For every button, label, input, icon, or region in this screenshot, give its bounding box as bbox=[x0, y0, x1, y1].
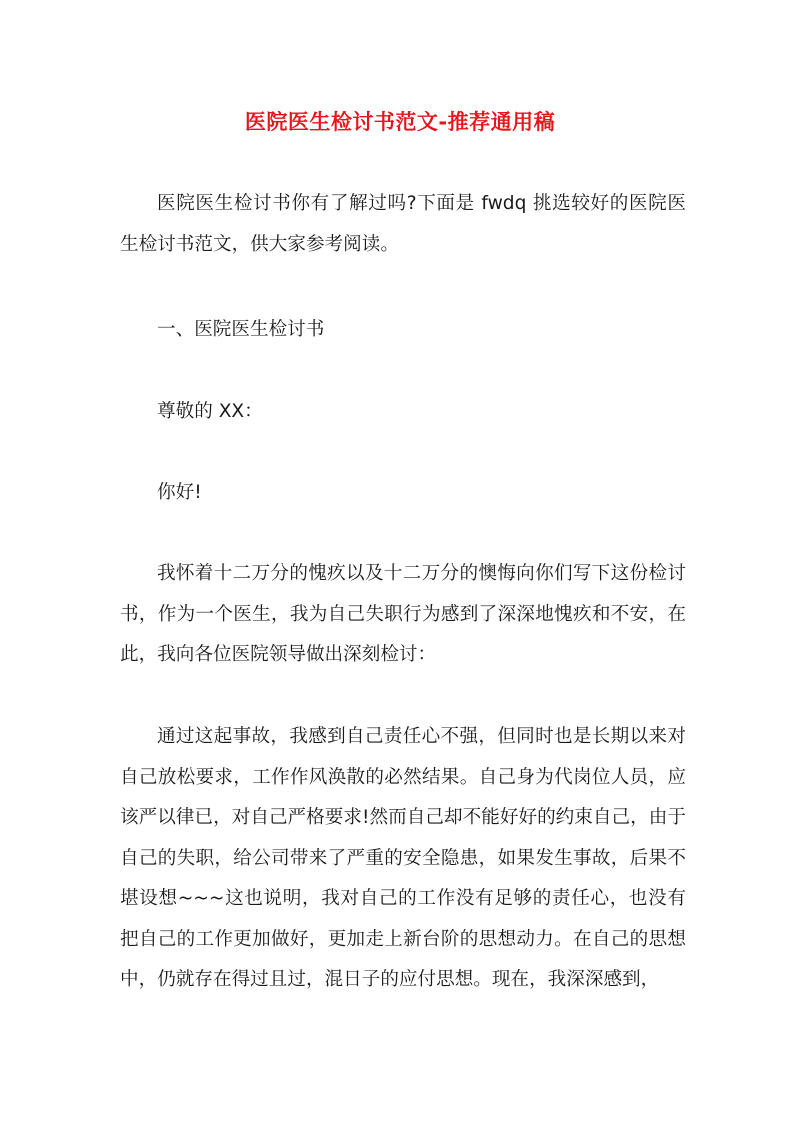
paragraph-apology bbox=[120, 554, 686, 676]
greeting-text: 你好! bbox=[157, 482, 202, 503]
salutation-text: 尊敬的 XX： bbox=[157, 401, 263, 422]
paragraph-text: 通过这起事故，我感到自己责任心不强，但同时也是长期以来对自己放松要求，工作作风涣散的必然结果。自己身为代岗位人员，应该严以律已，对自己严格要求!然而自己却不能好好的约束自己，由于自己的失职，给公司带来了严重的安全隐患，如果发生事故，后果不堪设想~~~这也说明，我对自己的工作没有足够的责任心，也没有把自己的工作更加做好，更加走上新台阶的思想动力。在自己的思想中，仍就存在得过且过，混日子的应付思想。现在，我深深感到， bbox=[120, 726, 686, 990]
salutation bbox=[120, 392, 686, 433]
greeting bbox=[120, 473, 686, 514]
paragraph-reflection bbox=[120, 717, 686, 1001]
paragraph-intro bbox=[120, 184, 686, 265]
section-heading bbox=[120, 310, 686, 351]
paragraph-text: 我怀着十二万分的愧疚以及十二万分的懊悔向你们写下这份检讨书，作为一个医生，我为自己失职行为感到了深深地愧疚和不安，在此，我向各位医院领导做出深刻检讨： bbox=[120, 563, 686, 665]
paragraph-text: 医院医生检讨书你有了解过吗?下面是 fwdq 挑选较好的医院医生检讨书范文，供大家参考阅读。 bbox=[120, 193, 686, 255]
document-title: 医院医生检讨书范文-推荐通用稿 bbox=[244, 110, 556, 134]
section-heading-text: 一、医院医生检讨书 bbox=[157, 319, 325, 340]
